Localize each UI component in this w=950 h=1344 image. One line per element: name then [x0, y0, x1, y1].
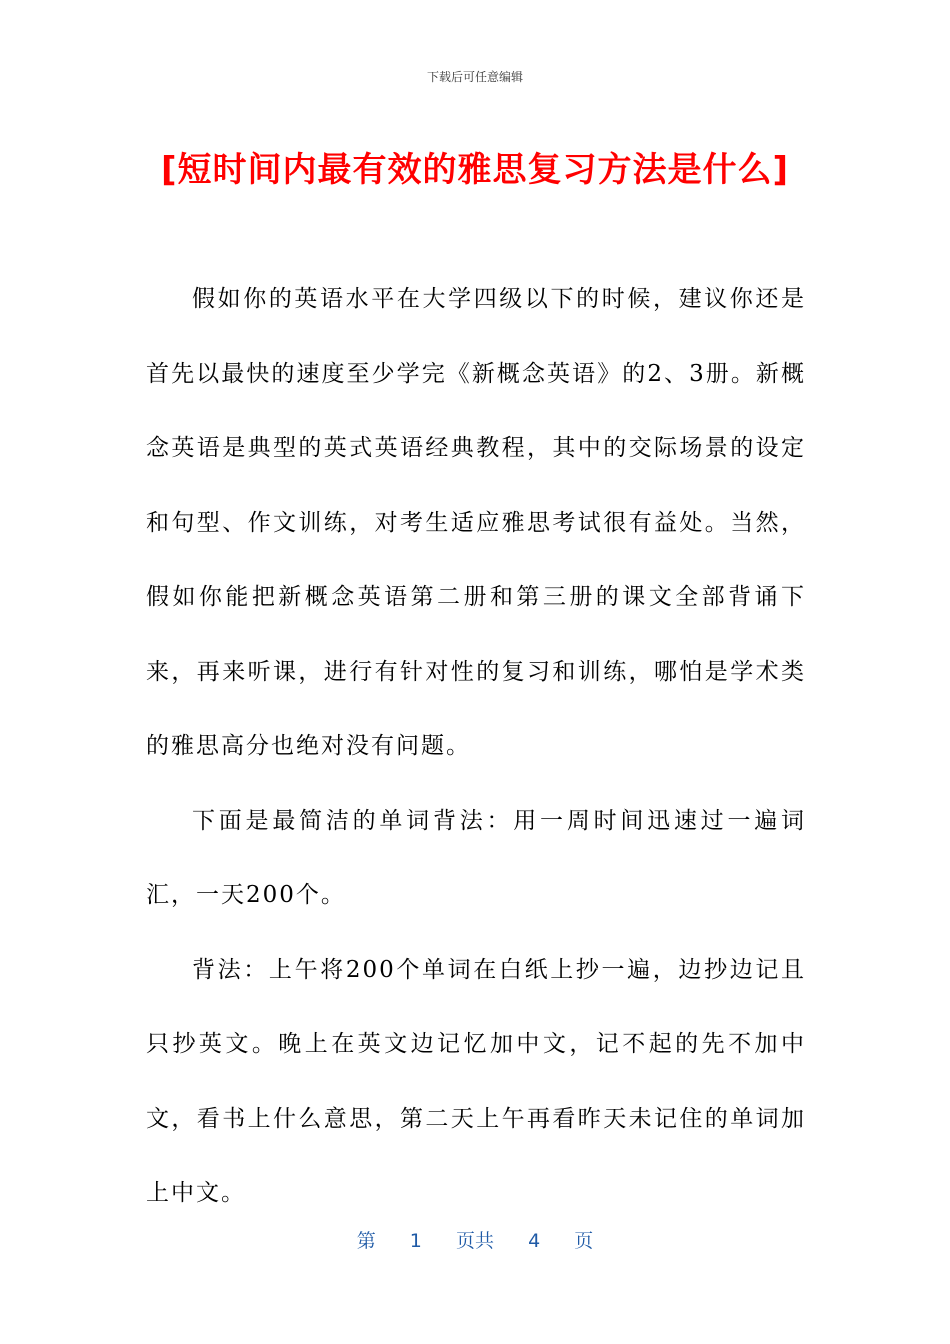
total-pages-number: 4 — [528, 1230, 541, 1252]
page-footer — [0, 1226, 950, 1253]
document-body — [146, 262, 806, 1231]
paragraph-1: 假如你的英语水平在大学四级以下的时候，建议你还是首先以最快的速度至少学完《新概念英语》的2、3册。新概念英语是典型的英式英语经典教程，其中的交际场景的设定和句型、作文训练，对考生适应雅思考试很有益处。当然，假如你能把新概念英语第二册和第三册的课文全部背诵下来，再来听课，进行有针对性的复习和训练，哪怕是学术类的雅思高分也绝对没有问题。 — [146, 286, 806, 759]
document-title: [短时间内最有效的雅思复习方法是什么] — [160, 150, 790, 190]
page-prefix: 第 — [356, 1230, 376, 1252]
page-mid: 页共 — [455, 1230, 494, 1252]
page-suffix: 页 — [574, 1230, 594, 1252]
paragraph-3: 背法：上午将200个单词在白纸上抄一遍，边抄边记且只抄英文。晚上在英文边记忆加中文，记不起的先不加中文，看书上什么意思，第二天上午再看昨天未记住的单词加上中文。 — [146, 956, 806, 1206]
paragraph-2: 下面是最简洁的单词背法：用一周时间迅速过一遍词汇，一天200个。 — [146, 807, 806, 908]
current-page-number: 1 — [409, 1230, 422, 1252]
header-note: 下载后可任意编辑 — [426, 70, 523, 84]
